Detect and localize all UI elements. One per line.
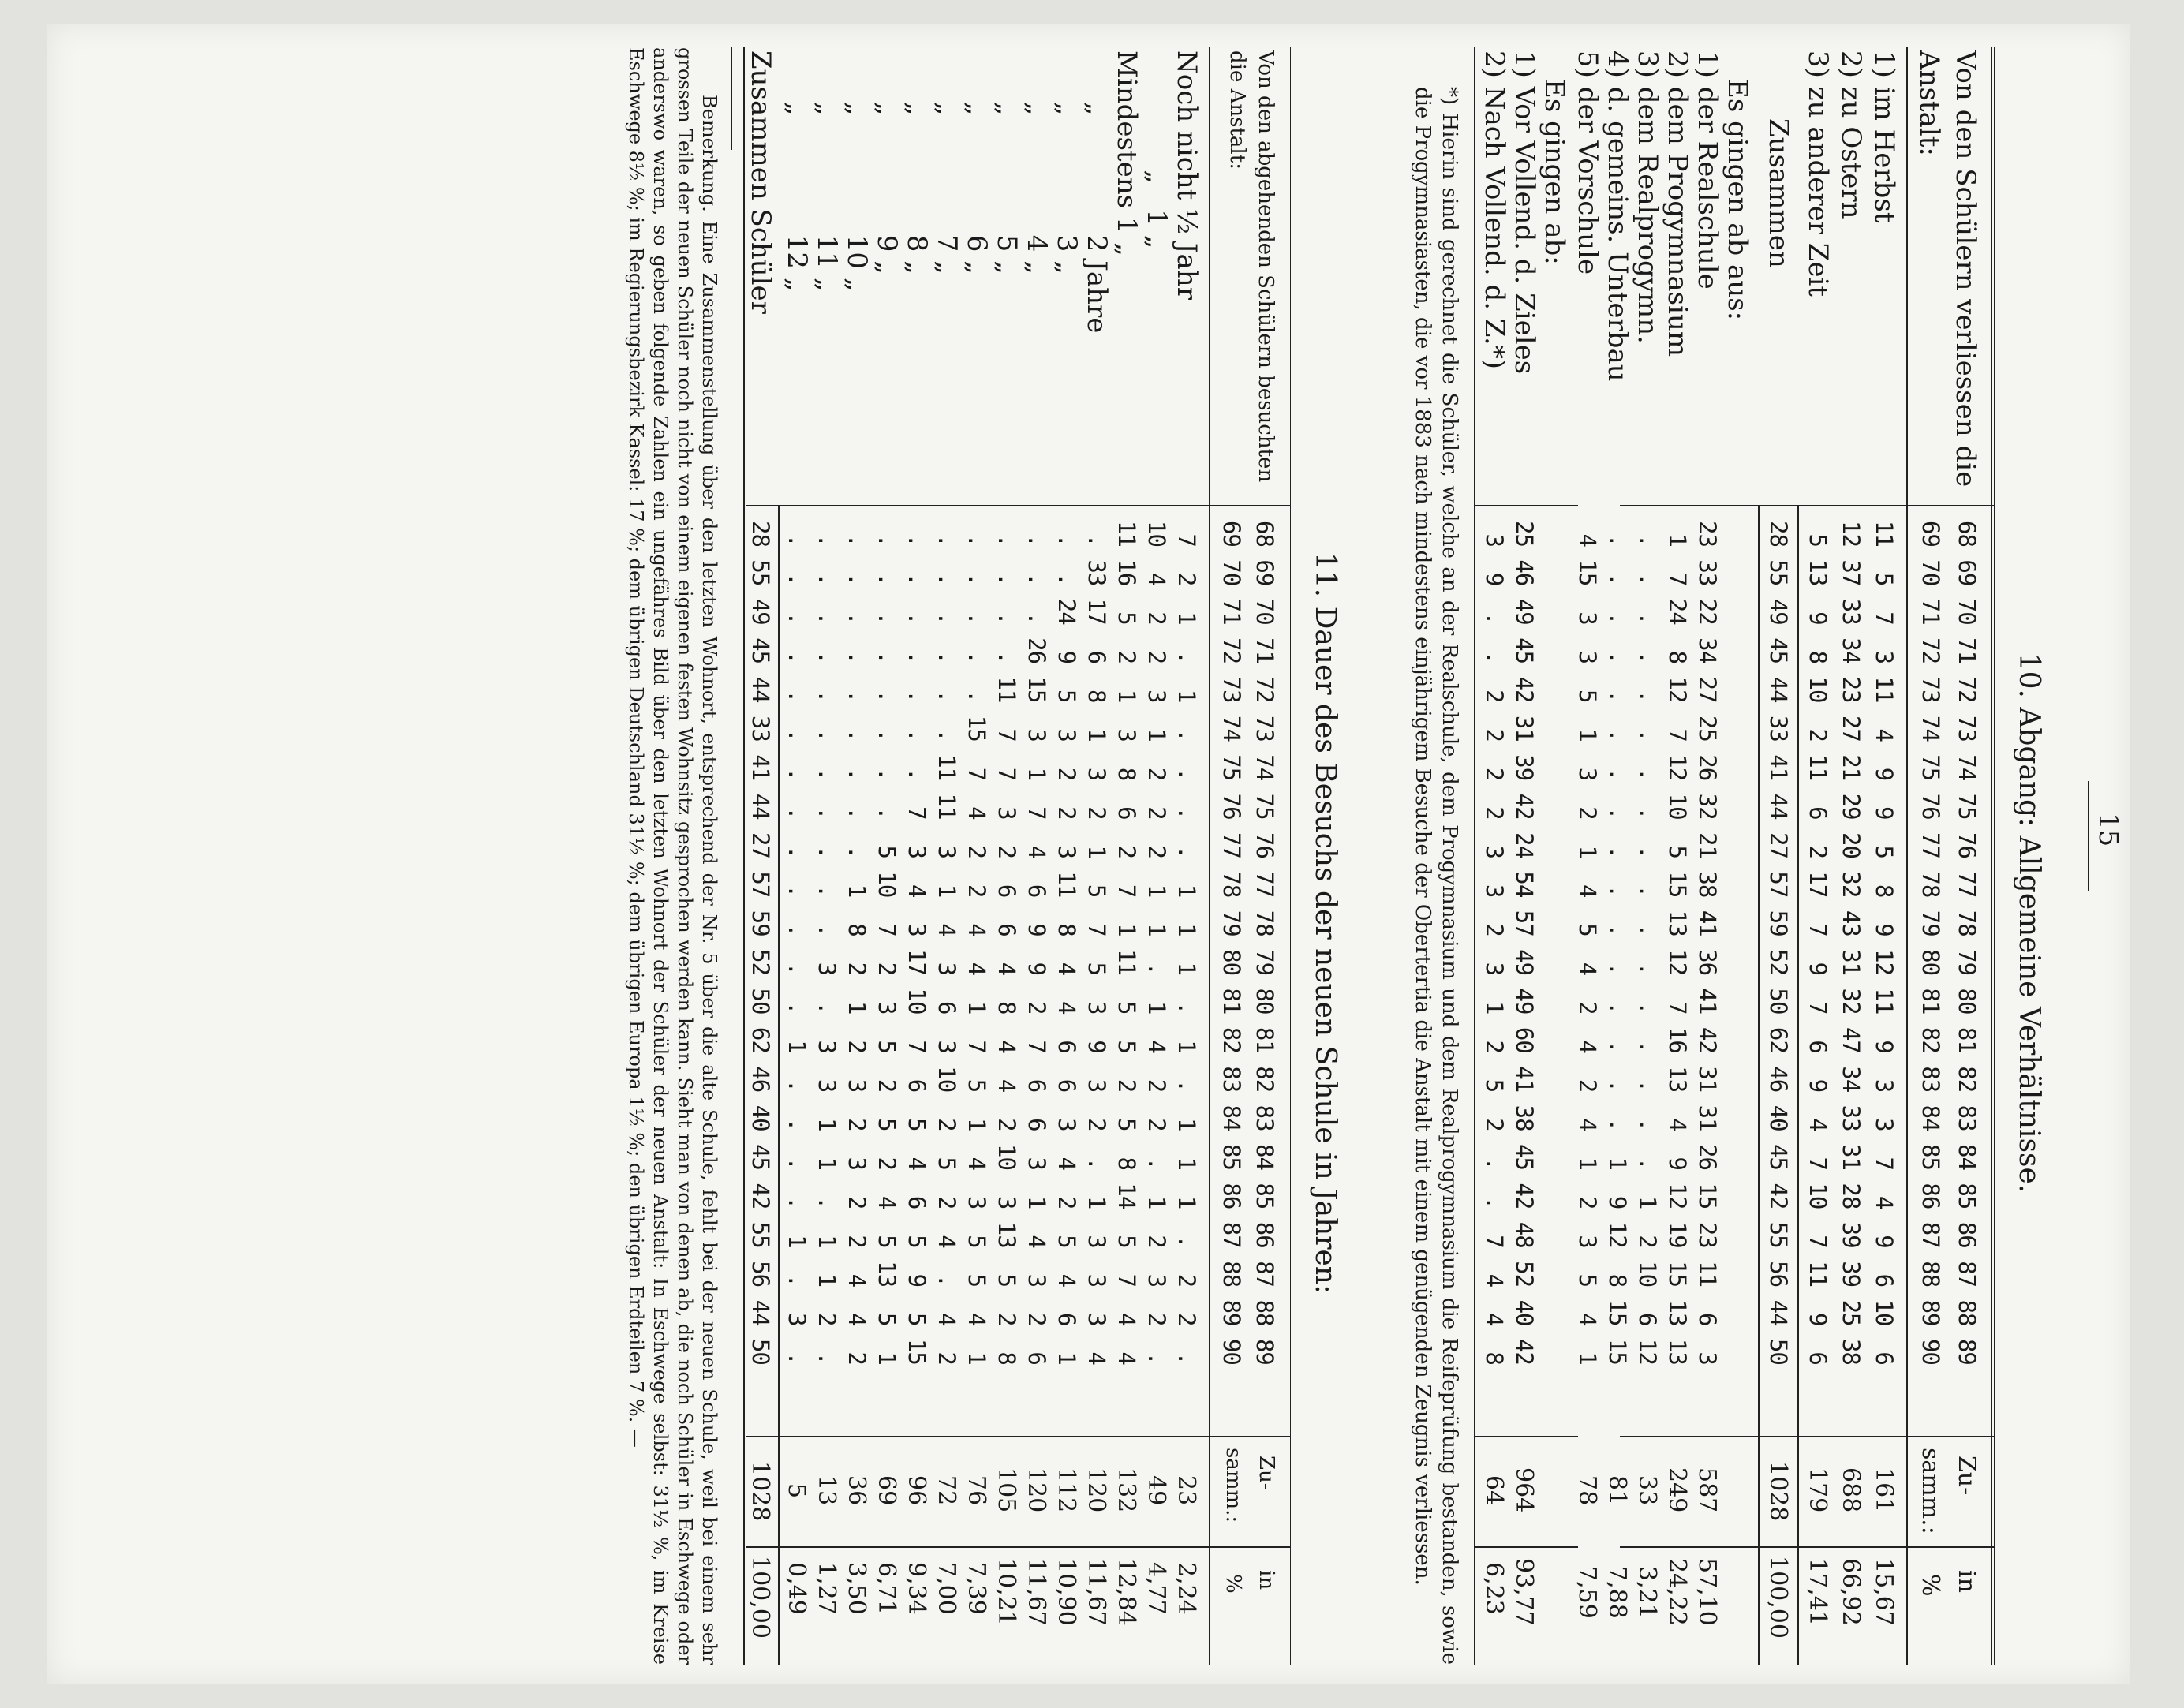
table-10-row-total: 78 bbox=[1573, 1475, 1601, 1506]
table-11-row-values: . . . . . 15 7 4 2 2 4 4 1 7 5 1 4 3 5 5 4 1 bbox=[963, 521, 990, 1365]
table-11-row-total: 69 bbox=[873, 1475, 900, 1506]
table-10-row-label: 1) im Herbst bbox=[1868, 50, 1900, 223]
table-11-pct-label: % bbox=[1221, 1574, 1245, 1594]
table-10-row-pct: 57,10 bbox=[1693, 1558, 1721, 1626]
table-11-row-total: 132 bbox=[1113, 1467, 1140, 1513]
table-11-row-label: „ 2 Jahre bbox=[1081, 50, 1113, 334]
table-10-bottom-rule bbox=[1474, 47, 1475, 1665]
table-11-row-values: . . . . . . . . 5 10 7 2 3 5 2 5 2 4 5 13 5 1 bbox=[873, 521, 900, 1365]
section-10-footnote: *) Hierin sind gerechnet die Schüler, welche an der Realschule, dem Progymnasium und dem Realprogymnasium die Reifeprüfung bestanden, sowie die Progymnasiasten, die vor 1883 nach mindestens einjährigem Besuche der Obertertia die Anstalt mit einem genügenden Zeugnis verliessen. bbox=[1411, 87, 1461, 1665]
table-10-row-label: Zusammen bbox=[1763, 118, 1794, 268]
table-11-row-label: Zusammen Schüler bbox=[745, 50, 776, 314]
table-10-row-label: 4) d. gemeins. Unterbau bbox=[1602, 50, 1633, 382]
table-11-row-pct: 1,27 bbox=[813, 1562, 840, 1615]
table-11-row-label: „ 6 „ bbox=[961, 50, 993, 275]
table-11-row-label: „ 11 „ bbox=[811, 50, 843, 292]
table-11-row-label: „ 3 „ bbox=[1051, 50, 1083, 275]
table-11-row-pct: 2,24 bbox=[1172, 1562, 1200, 1615]
table-10-row-values: . . . . . . . . . . . . . . . . . 1 2 10 6 12 bbox=[1634, 521, 1661, 1365]
table-11-row-pct: 7,39 bbox=[963, 1562, 990, 1615]
table-10-header-rule bbox=[1906, 47, 1908, 1665]
table-10-row-values: 5 13 9 8 10 2 11 6 2 17 7 9 7 6 9 4 7 10 7 11 9 6 bbox=[1804, 521, 1831, 1365]
table-10-row-values: 4 15 3 3 5 1 3 2 1 4 5 4 2 4 2 4 1 2 3 5 4 1 bbox=[1574, 521, 1601, 1365]
section-11-title: 11. Dauer des Besuchs der neuen Schule in Jahren: bbox=[1309, 551, 1341, 1295]
table-11-row-values: . . . . . . 11 11 3 1 4 3 6 3 10 2 5 2 4 . 4 2 bbox=[933, 521, 960, 1365]
table-10-row-values: 11 5 7 3 11 4 9 9 5 8 9 12 11 9 3 3 7 4 9 6 10 6 bbox=[1871, 521, 1898, 1365]
table-11-row-total: 36 bbox=[843, 1475, 870, 1506]
table-10-row-pct: 3,21 bbox=[1633, 1566, 1661, 1619]
table-11-row-total: 120 bbox=[1023, 1467, 1050, 1513]
table-11-row-values: 7 2 1 . 1 . . . . 1 1 1 . 1 . 1 1 1 . 2 2 . bbox=[1173, 521, 1200, 1365]
table-11-row-pct: 11,67 bbox=[1023, 1558, 1050, 1626]
table-10-row-label: 3) zu anderer Zeit bbox=[1802, 50, 1834, 297]
table-11-row-values: . 33 17 6 8 1 3 2 1 5 7 5 3 9 3 2 . 1 3 3 3 4 bbox=[1083, 521, 1110, 1365]
table-11-row-values: . . . . . . . . . . . 3 . 3 3 1 1 . 1 1 2 . bbox=[813, 521, 840, 1365]
table-10-row-values: 23 33 22 34 27 25 26 32 21 38 41 36 41 42 31 31 26 15 23 11 6 3 bbox=[1694, 521, 1721, 1365]
table-10-row-label: 1) Vor Vollend. d. Zieles bbox=[1509, 50, 1540, 375]
table-11-row-total: 72 bbox=[933, 1475, 960, 1506]
table-10-row-total: 688 bbox=[1837, 1467, 1864, 1513]
table-11-bottom-rule bbox=[743, 47, 745, 1665]
table-11-row-pct: 10,21 bbox=[993, 1558, 1020, 1626]
table-10-pct-divider bbox=[1620, 1546, 1995, 1548]
table-11-row-total: 76 bbox=[963, 1475, 990, 1506]
table-10-row-pct: 15,67 bbox=[1870, 1558, 1898, 1626]
table-11-row-values: . . . . . . . 7 3 4 3 17 10 7 6 5 4 6 5 9 5 15 bbox=[903, 521, 930, 1365]
table-11-row-total: 23 bbox=[1172, 1475, 1200, 1506]
table-11-row-total: 49 bbox=[1142, 1475, 1170, 1506]
table-10-years-a: 68 69 70 71 72 73 74 75 76 77 78 79 80 81 82 83 84 85 86 87 88 89 bbox=[1954, 521, 1980, 1365]
table-11-row-values: 28 55 49 45 44 33 41 44 27 57 59 52 50 62 46 40 45 42 55 56 44 50 bbox=[747, 521, 774, 1365]
table-11-row-label: Mindestens 1 „ bbox=[1111, 50, 1142, 256]
table-10-row-total: 33 bbox=[1633, 1475, 1661, 1506]
table-10-pct-label: % bbox=[1917, 1574, 1944, 1597]
table-11-row-pct: 6,71 bbox=[873, 1562, 900, 1615]
scanned-page bbox=[47, 24, 2130, 1684]
table-10-row-label: 2) zu Ostern bbox=[1835, 50, 1867, 219]
table-11-row-total: 1028 bbox=[746, 1461, 774, 1522]
table-10-in-label: in bbox=[1953, 1570, 1980, 1593]
table-11-label-divider bbox=[746, 505, 1291, 506]
table-11-total-divider bbox=[746, 1436, 1291, 1437]
table-10-row-total: 964 bbox=[1510, 1467, 1538, 1513]
table-10-zu-label: Zu- bbox=[1953, 1456, 1980, 1496]
table-11-row-total: 96 bbox=[903, 1475, 930, 1506]
table-10-row-label: 2) dem Progymnasium bbox=[1662, 50, 1693, 357]
table-10-row-pct: 100,00 bbox=[1764, 1556, 1792, 1639]
table-11-row-pct: 9,34 bbox=[903, 1562, 930, 1615]
table-11-years-b: 69 70 71 72 73 74 75 76 77 78 79 80 81 82 83 84 85 86 87 88 89 90 bbox=[1218, 521, 1245, 1365]
table-11-row-values: 10 4 2 2 3 1 2 2 2 1 1 . 1 4 2 2 . 1 2 3 2 . bbox=[1143, 521, 1170, 1365]
table-10-row-pct: 7,88 bbox=[1603, 1566, 1631, 1619]
table-11-row-pct: 7,00 bbox=[933, 1562, 960, 1615]
table-10-row-total: 81 bbox=[1603, 1475, 1631, 1506]
table-11-row-label: Noch nicht ½ Jahr bbox=[1171, 50, 1202, 300]
table-10-row-pct: 66,92 bbox=[1837, 1558, 1864, 1626]
table-11-pct-divider bbox=[746, 1546, 1291, 1548]
table-11-header-rule bbox=[1209, 47, 1210, 1665]
table-11-samm-label: samm.: bbox=[1221, 1448, 1245, 1523]
table-10-row-label: 5) der Vorschule bbox=[1572, 50, 1603, 275]
table-10-total-divider bbox=[1620, 1436, 1995, 1437]
table-11-row-label: „ 1 „ bbox=[1141, 50, 1172, 249]
table-11-row-label: „ 4 „ bbox=[1021, 50, 1053, 275]
table-10-row-label: 3) dem Realprogymn. bbox=[1632, 50, 1663, 344]
table-11-row-values: . . . 26 15 3 1 7 4 6 9 9 2 7 6 6 3 1 4 3 2 6 bbox=[1023, 521, 1050, 1365]
table-11-row-pct: 0,49 bbox=[783, 1562, 810, 1615]
table-10-row-label: Es gingen ab: bbox=[1539, 79, 1570, 265]
table-11-row-label: „ 5 „ bbox=[991, 50, 1023, 275]
table-10-row-values: 1 7 24 8 12 7 12 10 5 15 13 12 7 16 13 4 9 12 19 15 13 13 bbox=[1664, 521, 1691, 1365]
table-11-row-values: . . . . . . . . . . . . . 1 . . . . 1 . 3 . bbox=[783, 521, 810, 1365]
table-11-row-pct: 11,67 bbox=[1083, 1558, 1110, 1626]
table-11-header-label: Von den abgehenden Schülern besuchten die Anstalt: bbox=[1225, 50, 1277, 483]
table-10-row-values: 12 37 33 34 23 27 21 29 20 32 43 31 32 47 34 33 31 28 39 39 25 38 bbox=[1838, 521, 1864, 1365]
table-10-row-pct: 7,59 bbox=[1573, 1566, 1601, 1619]
table-11-row-pct: 4,77 bbox=[1142, 1562, 1170, 1615]
table-11-zu-label: Zu- bbox=[1255, 1456, 1278, 1490]
table-10-row-label: 2) Nach Vollend. d. Z.*) bbox=[1479, 50, 1510, 369]
table-10-total-divider-lower bbox=[1475, 1436, 1578, 1437]
table-11-row-label: „ 8 „ bbox=[901, 50, 933, 275]
table-11-row-pct: 10,90 bbox=[1053, 1558, 1080, 1626]
table-11-in-label: in bbox=[1255, 1570, 1278, 1590]
table-10-row-pct: 24,22 bbox=[1663, 1558, 1691, 1626]
table-11-row-total: 112 bbox=[1053, 1467, 1080, 1513]
table-10-row-total: 179 bbox=[1804, 1467, 1831, 1513]
table-10-row-pct: 6,23 bbox=[1480, 1562, 1508, 1615]
table-10-row-total: 64 bbox=[1480, 1475, 1508, 1506]
table-10-label-divider-lower bbox=[1475, 505, 1578, 506]
table-10-row-total: 161 bbox=[1870, 1467, 1898, 1513]
table-10-row-label: Es gingen ab aus: bbox=[1722, 79, 1753, 321]
table-11-row-total: 13 bbox=[813, 1475, 840, 1506]
table-11-row-pct: 100,00 bbox=[746, 1556, 774, 1639]
table-11-row-total: 5 bbox=[783, 1483, 810, 1499]
table-11-sum-rule bbox=[778, 505, 780, 1665]
table-10-row-values: 25 46 49 45 42 31 39 42 24 54 57 49 49 60 41 38 45 42 48 52 40 42 bbox=[1511, 521, 1538, 1365]
table-10-row-values: . . . . . . . . . . . . . . . . 1 9 12 8 15 15 bbox=[1604, 521, 1631, 1365]
remark-short-rule bbox=[731, 47, 732, 150]
table-11-row-label: „ 10 „ bbox=[841, 50, 873, 292]
remark-paragraph: Bemerkung. Eine Zusammenstellung über den letzten Wohnort, entsprechend der Nr. 5 über die alte Schule, fehlt bei der neuen Schule, weil bei einem sehr grossen Teile der neuen Schüler noch nicht von einem eigenen festen Wohnsitz gesprochen werden kann. Sieht man von denen ab, die noch Schüler in Eschwege oder anderswo waren, so geben folgende Zahlen ein ungefähres Bild über den letzten Wohnort der Schüler der neuen Anstalt: In Eschwege selbst: 31½ %, im Kreise Eschwege 8½ %; im Regierungsbezirk Kassel: 17 %; dem übrigen Deutschland 31½ %; dem übrigen Europa 1½ %; den übrigen Erdteilen 7 %. — bbox=[625, 47, 720, 1665]
table-10-years-b: 69 70 71 72 73 74 75 76 77 78 79 80 81 82 83 84 85 86 87 88 89 90 bbox=[1917, 521, 1944, 1365]
table-11-row-total: 120 bbox=[1083, 1467, 1110, 1513]
section-10-title: 10. Abgang: Allgemeine Verhältnisse. bbox=[2013, 652, 2045, 1194]
table-11-row-label: „ 7 „ bbox=[931, 50, 963, 275]
table-10-row-values: 3 9 . . 2 2 2 2 3 3 2 3 1 2 5 2 . . 7 4 4 8 bbox=[1481, 521, 1508, 1365]
table-10-header-label: Von den Schülern verliessen die Anstalt: bbox=[1913, 50, 1981, 488]
table-11-row-label: „ 12 „ bbox=[781, 50, 813, 292]
table-10-samm-label: samm.: bbox=[1917, 1448, 1944, 1534]
table-11-row-values: 11 16 5 2 1 3 8 6 2 7 1 11 5 5 2 5 8 14 5 7 4 4 bbox=[1113, 521, 1140, 1365]
table-10-row-total: 1028 bbox=[1764, 1461, 1792, 1522]
table-11-row-label: „ 9 „ bbox=[871, 50, 903, 275]
table-10-sum-rule bbox=[1797, 505, 1799, 1665]
table-10-top-rule bbox=[1991, 47, 1995, 1665]
table-10-row-pct: 93,77 bbox=[1510, 1558, 1538, 1626]
table-10-row-pct: 17,41 bbox=[1804, 1558, 1831, 1626]
page-number-rule bbox=[2088, 781, 2089, 891]
table-10-pct-divider-lower bbox=[1475, 1546, 1578, 1548]
table-10-row-values: 28 55 49 45 44 33 41 44 27 57 59 52 50 62 46 40 45 42 55 56 44 50 bbox=[1765, 521, 1792, 1365]
table-10-row-total: 249 bbox=[1663, 1467, 1691, 1513]
table-10-label-divider bbox=[1620, 505, 1995, 506]
table-10-row-label: 1) der Realschule bbox=[1692, 50, 1723, 290]
table-11-row-pct: 3,50 bbox=[843, 1562, 870, 1615]
table-11-top-rule bbox=[1288, 47, 1291, 1665]
table-11-row-pct: 12,84 bbox=[1113, 1558, 1140, 1626]
rotated-content bbox=[47, 24, 2130, 1684]
table-10-row-total: 587 bbox=[1693, 1467, 1721, 1513]
table-11-row-values: . . . . . . . . . 1 8 2 1 2 3 2 3 2 2 4 4 2 bbox=[843, 521, 870, 1365]
table-11-row-values: . . . . 11 7 7 3 2 6 6 4 8 4 4 2 10 3 13 5 2 8 bbox=[993, 521, 1020, 1365]
table-11-years-a: 68 69 70 71 72 73 74 75 76 77 78 79 80 81 82 83 84 85 86 87 88 89 bbox=[1251, 521, 1278, 1365]
table-11-row-total: 105 bbox=[993, 1467, 1020, 1513]
table-10-sum-rule-bottom bbox=[1758, 505, 1760, 1665]
table-11-row-values: . . 24 9 5 3 2 2 3 11 8 4 4 6 6 3 4 2 5 4 6 1 bbox=[1053, 521, 1080, 1365]
page-number: 15 bbox=[2092, 813, 2124, 847]
